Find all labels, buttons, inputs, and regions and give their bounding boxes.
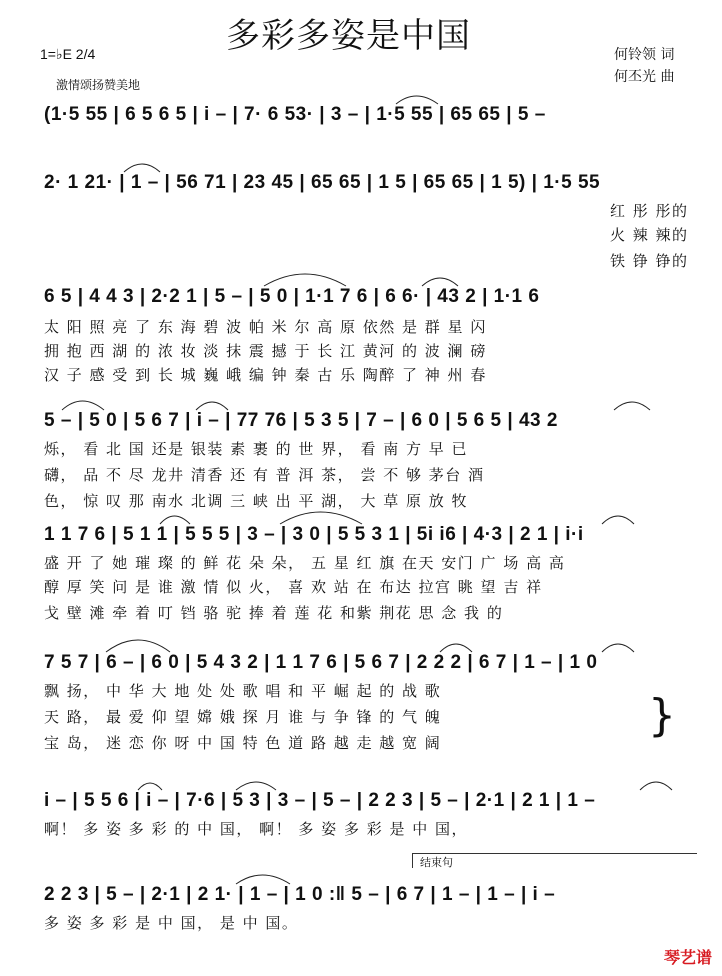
verse-brace: } [648,690,676,741]
staff-line-7: i – | 5 5 6 | i – | 7·6 | 5 3 | 3 – | 5 – | 2 2 3 | 5 – | 2·1 | 2 1 | 1 – [44,790,596,811]
lyric-line6-verse-1: 飘 扬， 中 华 大 地 处 处 歌 唱 和 平 崛 起 的 战 歌 [44,682,442,700]
lyric-line6-verse-3: 宝 岛， 迷 恋 你 呀 中 国 特 色 道 路 越 走 越 宽 阔 [44,734,442,752]
site-logo: 琴艺谱 [663,948,712,967]
performance-direction: 激情颂扬赞美地 [56,78,141,92]
lyric-line7: 啊！ 多 姿 多 彩 的 中 国， 啊！ 多 姿 多 彩 是 中 国， [44,820,469,838]
ending-label: 结束句 [420,856,453,869]
lyric-pickup-verse-2: 火 辣 辣的 [610,226,689,244]
staff-line-4: 5 – | 5 0 | 5 6 7 | i – | 77 76 | 5 3 5 | 7 – | 6 0 | 5 6 5 | 43 2 [44,410,558,431]
lyric-line4-verse-3: 色， 惊 叹 那 南水 北调 三 峡 出 平 湖， 大 草 原 放 牧 [44,492,469,510]
lyric-pickup-verse-3: 铁 铮 铮的 [610,252,689,270]
lyric-line3-verse-3: 汉 子 感 受 到 长 城 巍 峨 编 钟 秦 古 乐 陶醉 了 神 州 春 [44,366,487,384]
lyric-line3-verse-2: 拥 抱 西 湖 的 浓 妆 淡 抹 震 撼 于 长 江 黄河 的 波 澜 磅 [44,342,487,360]
composer-credit: 何丕光 曲 [614,69,675,85]
key-signature: 1=♭E 2/4 [40,46,96,62]
lyric-line6-verse-2: 天 路， 最 爱 仰 望 嫦 娥 探 月 谁 与 争 锋 的 气 魄 [44,708,442,726]
staff-line-8: 2 2 3 | 5 – | 2·1 | 2 1· | 1 – | 1 0 :‖ 5 – | 6 7 | 1 – | 1 – | i – [44,884,556,905]
staff-line-1: (1·5 55 | 6 5 6 5 | i – | 7· 6 53· | 3 – | 1·5 55 | 65 65 | 5 – [44,104,546,125]
lyric-line4-verse-2: 礴， 品 不 尽 龙井 清香 还 有 普 洱 茶， 尝 不 够 茅台 酒 [44,466,485,484]
lyricist-credit: 何铃领 词 [614,47,675,63]
staff-line-5: 1 1 7 6 | 5 1 1 | 5 5 5 | 3 – | 3 0 | 5 5 3 1 | 5i i6 | 4·3 | 2 1 | i·i [44,524,584,545]
song-title: 多彩多姿是中国 [226,16,471,56]
lyric-pickup-verse-1: 红 彤 彤的 [610,202,689,220]
staff-line-2: 2· 1 21· | 1 – | 56 71 | 23 45 | 65 65 | 1 5 | 65 65 | 1 5) | 1·5 55 [44,172,601,193]
lyric-line8: 多 姿 多 彩 是 中 国， 是 中 国。 [44,914,299,932]
staff-line-6: 7 5 7 | 6 – | 6 0 | 5 4 3 2 | 1 1 7 6 | 5 6 7 | 2 2 2 | 6 7 | 1 – | 1 0 [44,652,598,673]
staff-line-3: 6 5 | 4 4 3 | 2·2 1 | 5 – | 5 0 | 1·1 7 6 | 6 6· | 43 2 | 1·1 6 [44,286,540,307]
lyric-line3-verse-1: 太 阳 照 亮 了 东 海 碧 波 帕 米 尔 高 原 依然 是 群 星 闪 [44,318,487,336]
lyric-line4-verse-1: 烁， 看 北 国 还是 银装 素 裹 的 世 界， 看 南 方 早 已 [44,440,469,458]
lyric-line5-verse-3: 戈 壁 滩 牵 着 叮 铛 骆 驼 捧 着 莲 花 和紫 荆花 思 念 我 的 [44,604,504,622]
lyric-line5-verse-2: 醇 厚 笑 问 是 谁 激 情 似 火， 喜 欢 站 在 布达 拉宫 眺 望 吉 祥 [44,578,543,596]
lyric-line5-verse-1: 盛 开 了 她 璀 璨 的 鲜 花 朵 朵， 五 星 红 旗 在天 安门 广 场 高 高 [44,554,566,572]
